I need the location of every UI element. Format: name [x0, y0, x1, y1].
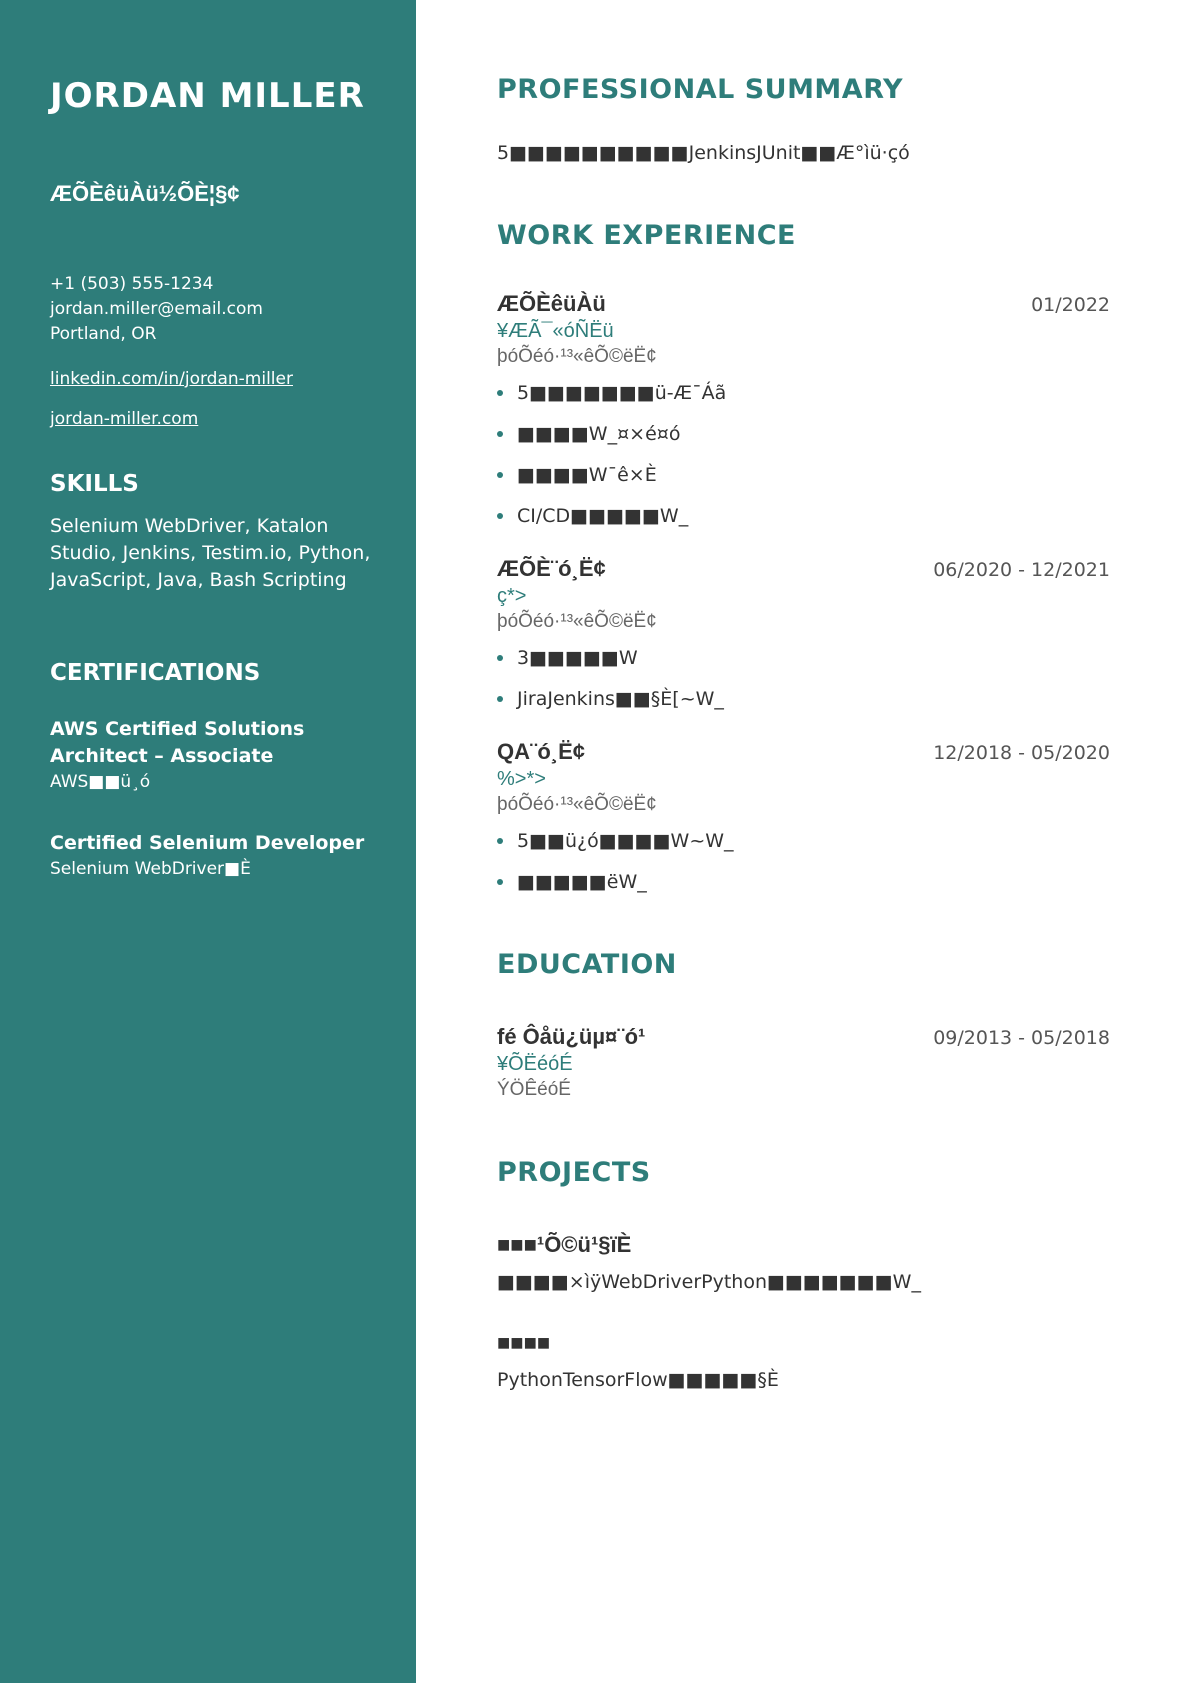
- job-title: QA¨ó¸Ë¢: [497, 739, 585, 764]
- education-school: fé Ôåü¿üµ¤¨ó¹: [497, 1024, 646, 1049]
- job-entry: [497, 555, 1110, 712]
- sidebar: [0, 0, 416, 1683]
- skills-list: Selenium WebDriver, Katalon Studio, Jenkins, Testim.io, Python, JavaScript, Java, Bash Scripting: [50, 515, 371, 591]
- job-bullet: JiraJenkins■■§È[~W_: [497, 686, 1110, 712]
- phone-number: +1 (503) 555-1234: [50, 274, 214, 294]
- job-bullets: [497, 645, 1110, 712]
- job-bullets: [497, 828, 1110, 895]
- job-title: ÆÕÈ¨ó¸Ë¢: [497, 556, 606, 581]
- projects-heading: PROJECTS: [497, 1157, 651, 1188]
- job-date: 12/2018 - 05/2020: [933, 742, 1110, 764]
- job-title: ÆÕÈêüÀü: [497, 291, 606, 316]
- job-entry: [497, 738, 1110, 895]
- job-company: %>*>: [497, 768, 546, 790]
- certification-issuer: Selenium WebDriver■È: [50, 859, 251, 879]
- summary-heading: PROFESSIONAL SUMMARY: [497, 74, 904, 105]
- education-degree: ¥ÕËéóÉ: [497, 1053, 573, 1075]
- profile-links: [50, 367, 376, 431]
- job-bullet: 3■■■■■W: [497, 645, 1110, 671]
- summary-text: 5■■■■■■■■■■JenkinsJUnit■■Æ°ìü·çó: [497, 142, 910, 164]
- experience-heading: WORK EXPERIENCE: [497, 220, 796, 251]
- candidate-name: JORDAN MILLER: [50, 76, 365, 116]
- candidate-headline: ÆÕÈêüÀü½ÕÈ¦§¢: [50, 181, 240, 206]
- main-content: [416, 0, 1190, 1683]
- project-title: ■■■¹Õ©ü¹§ïÈ: [497, 1232, 632, 1257]
- job-bullet: ■■■■■ëW_: [497, 869, 1110, 895]
- certification-item: [50, 830, 376, 881]
- job-bullet: CI/CD■■■■■W_: [497, 503, 1110, 529]
- job-bullet: 5■■■■■■■ü-Æ¯Áã: [497, 380, 1110, 406]
- website-link[interactable]: jordan-miller.com: [50, 409, 199, 429]
- education-field: ÝÖÊéóÉ: [497, 1079, 571, 1100]
- project-title: ■■■■: [497, 1330, 551, 1355]
- skills-heading: SKILLS: [50, 471, 139, 497]
- project-description: ■■■■×ìÿWebDriverPython■■■■■■■W_: [497, 1271, 921, 1293]
- certification-issuer: AWS■■ü¸ó: [50, 772, 151, 792]
- certification-item: [50, 716, 376, 794]
- project-description: PythonTensorFlow■■■■■§È: [497, 1369, 779, 1391]
- certification-name: Certified Selenium Developer: [50, 832, 365, 854]
- job-date: 01/2022: [1031, 294, 1110, 316]
- job-bullet: ■■■■W_¤×é¤ó: [497, 421, 1110, 447]
- email-address: jordan.miller@email.com: [50, 299, 263, 319]
- education-date: 09/2013 - 05/2018: [933, 1027, 1110, 1049]
- location: Portland, OR: [50, 324, 157, 344]
- linkedin-link[interactable]: linkedin.com/in/jordan-miller: [50, 369, 293, 389]
- education-entry: [497, 1023, 1110, 1103]
- job-bullets: [497, 380, 1110, 529]
- job-bullet: 5■■ü¿ó■■■■W~W_: [497, 828, 1110, 854]
- job-company: ¥ÆÃ¯«óÑËü: [497, 320, 614, 342]
- job-date: 06/2020 - 12/2021: [933, 559, 1110, 581]
- job-company: ç*>: [497, 585, 527, 607]
- certification-name: AWS Certified Solutions Architect – Associate: [50, 718, 305, 767]
- job-bullet: ■■■■W¯ê×È: [497, 462, 1110, 488]
- project-entry: [497, 1329, 1110, 1393]
- job-location: þóÕéó·¹³«êÕ©ëË¢: [497, 611, 657, 632]
- certifications-heading: CERTIFICATIONS: [50, 660, 261, 686]
- job-entry: [497, 290, 1110, 529]
- education-heading: EDUCATION: [497, 949, 677, 980]
- project-entry: [497, 1231, 1110, 1295]
- job-location: þóÕéó·¹³«êÕ©ëË¢: [497, 346, 657, 367]
- contact-info: [50, 272, 376, 347]
- job-location: þóÕéó·¹³«êÕ©ëË¢: [497, 794, 657, 815]
